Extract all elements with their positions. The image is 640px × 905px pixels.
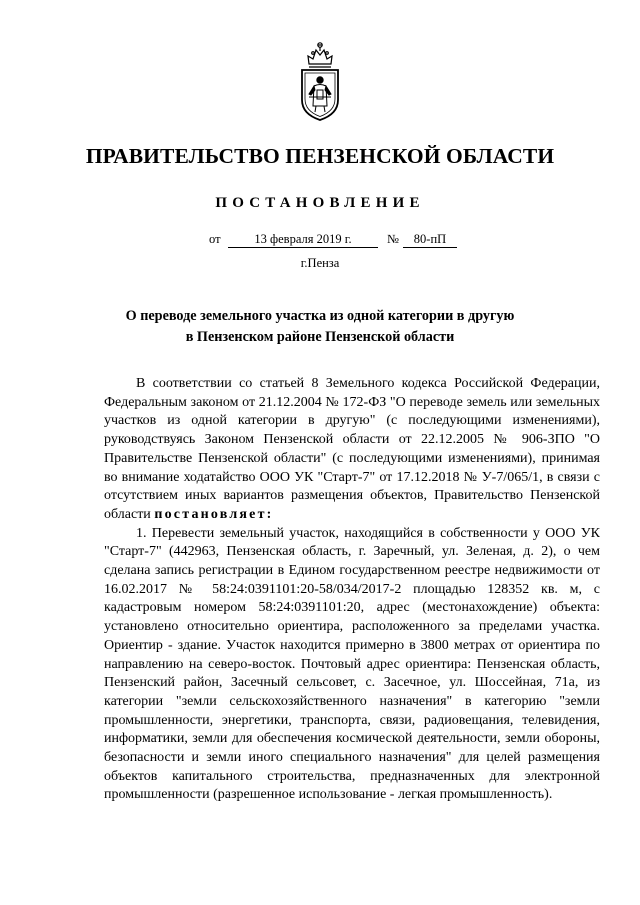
- date-from-label: от: [209, 232, 221, 246]
- resolves-word: постановляет:: [154, 506, 274, 522]
- document-date: 13 февраля 2019 г.: [228, 232, 378, 248]
- document-body: [104, 375, 600, 805]
- subject-line-2: в Пензенском районе Пензенской области: [185, 329, 455, 345]
- government-title: ПРАВИТЕЛЬСТВО ПЕНЗЕНСКОЙ ОБЛАСТИ: [85, 144, 555, 168]
- document-number: 80-пП: [403, 232, 457, 248]
- subject-line-1: О переводе земельного участка из одной категории в другую: [125, 308, 515, 324]
- coat-of-arms-icon: [297, 40, 343, 122]
- preamble-text: В соответствии со статьей 8 Земельного кодекса Российской Федерации, Федеральным законом от 21.12.2004 № 172-ФЗ "О переводе земель или земельных участков из одной категории в другую" (с последующими изменениями), руководствуясь Законом Пензенской области от 22.12.2005 № 906-ЗПО "О Правительстве Пензенской области" (с последующими изменениями), принимая во внимание ходатайство ООО УК "Старт-7" от 17.12.2018 № У-7/065/1, в связи с отсутствием иных вариантов размещения объектов, Правительство Пензенской области: [104, 376, 600, 522]
- number-sign: №: [387, 232, 399, 246]
- preamble-paragraph: [104, 375, 600, 525]
- item-1-paragraph: 1. Перевести земельный участок, находящийся в собственности у ООО УК "Старт-7" (442963, Пензенская область, г. Заречный, ул. Зеленая, д. 2), о чем сделана запись регистрации в Едином государственном реестре недвижимости от 16.02.2017 № 58:24:0391101:20-58/034/2017-2 площадью 128352 кв. м, с кадастровым номером 58:24:0391101:20, адрес (местонахождение) объекта: установлено относительно ориентира, расположенного за пределами участка. Ориентир - здание. Участок находится примерно в 3800 метрах от ориентира по направлению на северо-восток. Почтовый адрес ориентира: Пензенская область, Пензенский район, Засечный сельсовет, с. Засечное, ул. Шоссейная, 71а, из категории "земли сельскохозяйственного назначения" в категорию "земли промышленности, энергетики, транспорта, связи, радиовещания, телевидения, информатики, земли для обеспечения космической деятельности, земли обороны, безопасности и земли иного специального назначения" для целей размещения объектов капитального строительства, предназначенных для электронной промышленности (разрешенное использование - легкая промышленность).: [104, 525, 600, 803]
- date-number-line: [0, 232, 640, 250]
- city: г.Пенза: [300, 256, 340, 270]
- document-subject: [90, 306, 550, 348]
- document-type: ПОСТАНОВЛЕНИЕ: [215, 195, 425, 211]
